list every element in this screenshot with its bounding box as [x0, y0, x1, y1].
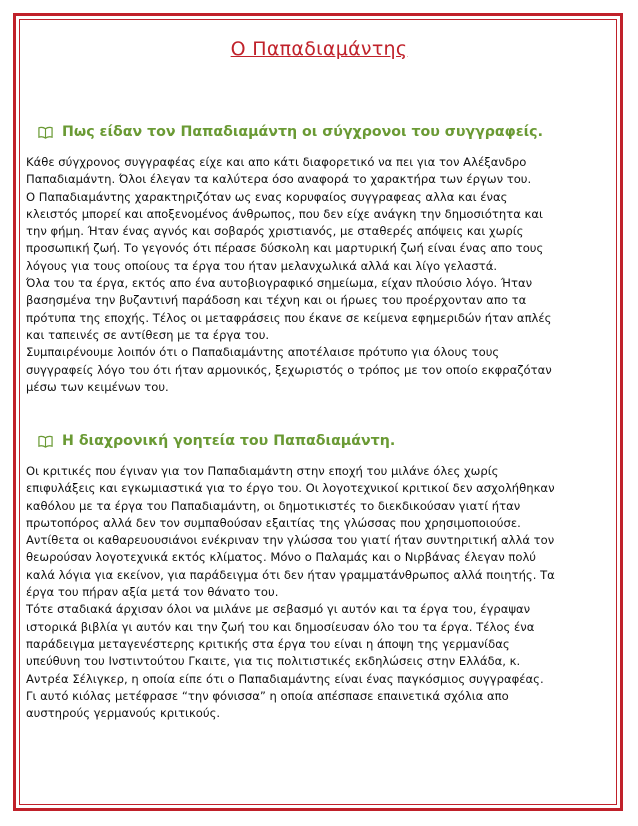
- text-line: επιφυλάξεις και εγκωμιαστικά για το έργο του. Οι λογοτεχνικοί κριτικοί δεν ασχολήθηκαν: [26, 481, 555, 496]
- text-line: καθόλου με τα έργα του Παπαδιαμάντη, οι δημοτικιστές το διεκδικούσαν γιατί ήταν: [26, 498, 521, 513]
- text-line: πρωτοπόρος αλλά δεν τον συμπαθούσαν εξαιτίας της γλώσσας που χρησιμοποιούσε.: [26, 515, 521, 530]
- text-line: Αντρέα Σέλιγκερ, η οποία είπε ότι ο Παπαδιαμάντης είναι ένας παγκόσμιος συγγραφέας.: [26, 671, 544, 686]
- text-line: την φήμη. Ήταν ένας αγνός και σοβαρός χριστιανός, με σταθερές απόψεις και χωρίς: [26, 224, 524, 239]
- section-heading-text: Πως είδαν τον Παπαδιαμάντη οι σύγχρονοι του συγγραφείς.: [62, 124, 543, 140]
- text-line: βασησμένα την βυζαντινή παράδοση και τέχνη και οι ήρωες του προέρχονταν απο τα: [26, 293, 527, 308]
- text-line: πρότυπα της εποχής. Τέλος οι μεταφράσεις που έκανε σε κείμενα εφημεριδών ήταν απλές: [26, 310, 552, 325]
- text-line: παράδειγμα μεταγενέστερης κριτικής στα έργα του είναι η άποψη της γερμανίδας: [26, 636, 510, 651]
- book-icon: [38, 434, 53, 449]
- text-line: λόγους για τους οποίους τα έργα του ήταν μελανχωλικά αλλά και λίγο γελαστά.: [26, 258, 498, 273]
- text-line: Ο Παπαδιαμάντης χαρακτηριζόταν ως ενας κορυφαίος συγγραφεας αλλα και ένας: [26, 189, 508, 204]
- text-line: Γι αυτό κιόλας μετέφρασε “την φόνισσα” η οποία απέσπασε επαινετικά σχόλια απο: [26, 688, 509, 703]
- text-line: Παπαδιαμάντη. Όλοι έλεγαν τα καλύτερα όσο αναφορά το χαρακτήρα των έργων του.: [26, 172, 532, 187]
- section-heading-timeless-charm: [38, 433, 395, 449]
- section-heading-text: Η διαχρονική γοητεία του Παπαδιαμάντη.: [62, 433, 396, 449]
- text-line: μέσω των κειμένων του.: [26, 379, 169, 394]
- text-line: έργα του πήραν αξία μετά τον θάνατο του.: [26, 585, 279, 600]
- section-body-contemporaries: [26, 154, 614, 396]
- text-line: θεωρούσαν λογοτεχνικά εκτός κλίματος. Μόνο ο Παλαμάς και ο Νιρβάνας έλεγαν πολύ: [26, 550, 537, 565]
- text-line: Οι κριτικές που έγιναν για τον Παπαδιαμάντη στην εποχή του μιλάνε όλες χωρίς: [26, 464, 499, 478]
- section-body-timeless-charm: [26, 463, 614, 722]
- text-line: υπεύθυνη του Ινστιντούτου Γκαιτε, για τις πολιτιστικές εκδηλώσεις στην Ελλάδα, κ.: [26, 654, 521, 669]
- text-line: καλά λόγια για εκείνον, για παράδειγμα ότι δεν ήταν γραμματάνθρωπος αλλά ποιητής. Τα: [26, 567, 555, 582]
- document-title: Ο Παπαδιαμάντης: [230, 38, 408, 60]
- text-line: ιστορικά βιβλία γι αυτόν και την ζωή του και δημοσίευσαν όλο του τα έργα. Τέλος ένα: [26, 619, 535, 634]
- text-line: Όλα του τα έργα, εκτός απο ένα αυτοβιογραφικό σημείωμα, είχαν πλούσιο λόγο. Ήταν: [26, 276, 533, 291]
- text-line: προσωπική ζωή. Το γεγονός ότι πέρασε δύσκολη και μαρτυρική ζωή είναι ένας απο τους: [26, 241, 544, 256]
- text-line: και ταπεινές σε αντίθεση με τα έργα του.: [26, 327, 270, 342]
- text-line: Αντίθετα οι καθαρευουσιάνοι ενέκριναν την γλώσσα του γιατί ήταν συντηριτική αλλά τον: [26, 533, 555, 548]
- text-line: Κάθε σύγχρονος συγγραφέας είχε και απο κάτι διαφορετικό να πει για τον Αλέξανδρο: [26, 155, 527, 169]
- text-line: Συμπαιρένουμε λοιπόν ότι ο Παπαδιαμάντης αποτέλαισε πρότυπο για όλους τους: [26, 345, 500, 360]
- text-line: κλειστός μπορεί και αποξενομένος άνθρωπος, που δεν είχε ανάγκη την δημοσιότητα και: [26, 206, 543, 221]
- text-line: Τότε σταδιακά άρχισαν όλοι να μιλάνε με σεβασμό γι αυτόν και τα έργα του, έγραψαν: [26, 602, 531, 617]
- book-icon: [38, 125, 53, 140]
- text-line: συγγραφείς λόγο του ότι ήταν αρμονικός, ξεχωριστός ο τρόπος με τον οποίο εκφραζόταν: [26, 362, 552, 377]
- section-heading-contemporaries: [38, 124, 543, 140]
- text-line: αυστηρούς γερμανούς κριτικούς.: [26, 706, 221, 721]
